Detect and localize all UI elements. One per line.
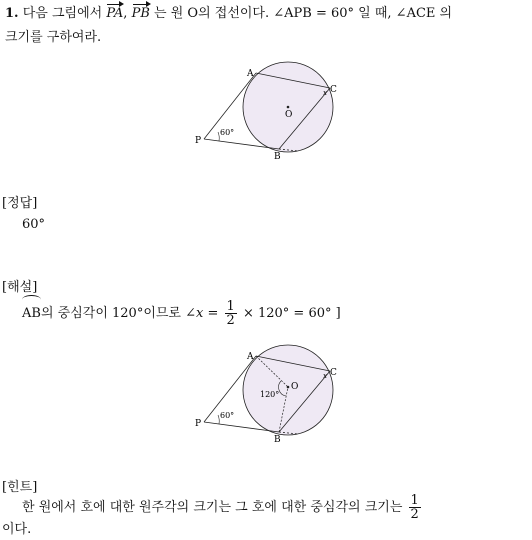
arc-ab: AB [22, 300, 41, 328]
explanation-var: x [196, 306, 204, 321]
hint-line-2: 이다. [2, 522, 32, 537]
hint-header: [힌트] [2, 480, 38, 495]
label-o: O [285, 110, 293, 120]
problem-line-1 [5, 6, 452, 22]
problem-line-2: 크기를 구하여라. [5, 30, 102, 45]
hint-fraction-denominator: 2 [410, 507, 419, 522]
vector-separator: , [123, 6, 128, 21]
fraction-denominator: 2 [226, 313, 235, 328]
hint-fraction-numerator: 1 [410, 493, 419, 508]
explanation-text-b: × 120° = 60° ] [238, 306, 341, 321]
explanation-header: [해설] [2, 280, 38, 295]
answer-value: 60° [22, 217, 46, 232]
fraction-numerator: 1 [226, 299, 235, 314]
answer-header: [정답] [2, 196, 38, 211]
label-a: A [247, 69, 254, 79]
label-p-2: P [195, 419, 202, 429]
hint-line-1 [22, 494, 423, 522]
label-angle-center: 120° [260, 390, 280, 399]
label-o-2: O [291, 382, 299, 392]
figure-central-angle [190, 343, 350, 448]
center-point [287, 106, 290, 109]
label-x: x [323, 89, 327, 97]
label-angle-p-2: 60° [220, 411, 235, 420]
explanation-line [22, 300, 341, 328]
label-b-2: B [274, 435, 281, 445]
problem-number: 1. [5, 6, 19, 21]
label-angle-p: 60° [220, 128, 235, 137]
label-a-2: A [247, 352, 254, 362]
hint-text: 한 원에서 호에 대한 원주각의 크기는 그 호에 대한 중심각의 크기는 [22, 500, 403, 515]
problem-text-a: 다음 그림에서 [22, 6, 103, 21]
vector-pb: PB [131, 6, 150, 21]
label-c-2: C [330, 368, 337, 378]
center-point-2 [287, 386, 290, 389]
hint-fraction [409, 494, 421, 521]
label-p: P [195, 136, 202, 146]
label-x-2: x [323, 372, 327, 380]
vector-pa: PA [106, 6, 124, 21]
explanation-eq: = [203, 306, 223, 321]
fraction-half [225, 300, 237, 327]
problem-text-b: 는 원 O의 접선이다. ∠APB = 60° 일 때, ∠ACE 의 [154, 6, 453, 21]
label-b: B [274, 152, 281, 162]
label-c: C [330, 85, 337, 95]
figure-tangent-circle [190, 60, 350, 165]
explanation-text-a: 의 중심각이 120°이므로 ∠ [40, 306, 197, 321]
